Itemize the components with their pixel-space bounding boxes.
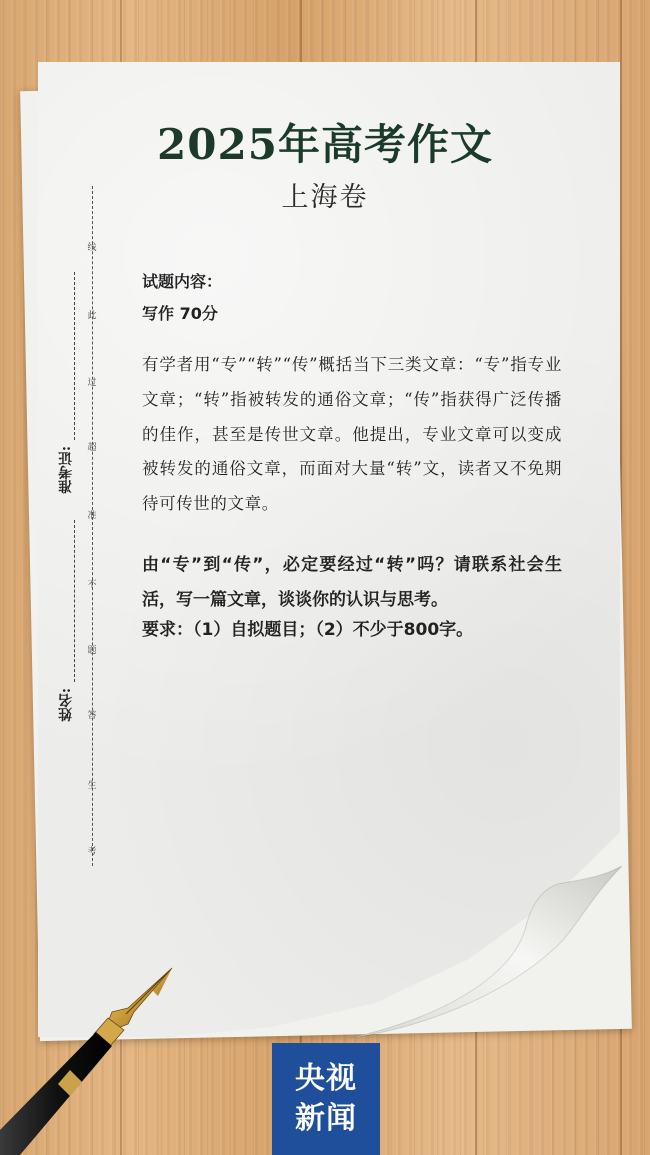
question-passage: 有学者用“专”“转”“传”概括当下三类文章：“专”指专业文章；“转”指被转发的通俗文章；“传”指获得广泛传播的佳作，甚至是传世文章。他提出，专业文章可以变成被转发的通俗文章，而面对大量“转”文，读者又不免期待可传世的文章。 [142,355,562,514]
question-prompt: 由“专”到“传”，必定要经过“转”吗？请联系社会生活，写一篇文章，谈谈你的认识与思考。 [142,554,562,610]
logo-line-2: 新闻 [295,1101,357,1136]
seal-char: 超 [87,443,97,453]
content-label: 试题内容： [142,272,223,291]
fountain-pen-icon [0,960,190,1155]
seal-char: 答 [87,711,97,721]
seal-char: 题 [87,646,97,656]
question-body [142,272,562,642]
seal-char: 生 [87,781,97,791]
page-curl [350,838,622,1038]
admission-number-line [74,272,75,440]
cctv-news-logo [272,1043,380,1155]
admission-number-label: 准考证: [58,446,74,494]
task-score-label: 写作 70分 [142,304,218,323]
page-subtitle: 上海卷 [281,182,369,213]
seal-char: 线 [87,243,97,253]
page-title: 2025年高考作文 [157,120,493,169]
seal-line [92,186,93,866]
seal-char: 考 [87,847,97,857]
requirement-text: 要求：（1）自拟题目；（2）不少于800字。 [142,619,474,640]
seal-char: 准 [87,511,97,521]
seal-char: 不 [87,580,97,590]
name-line [74,520,75,682]
seal-char: 过 [87,378,97,388]
logo-line-1: 央视 [295,1061,357,1096]
name-label: 姓名: [58,688,74,722]
seal-char: 此 [87,311,97,321]
